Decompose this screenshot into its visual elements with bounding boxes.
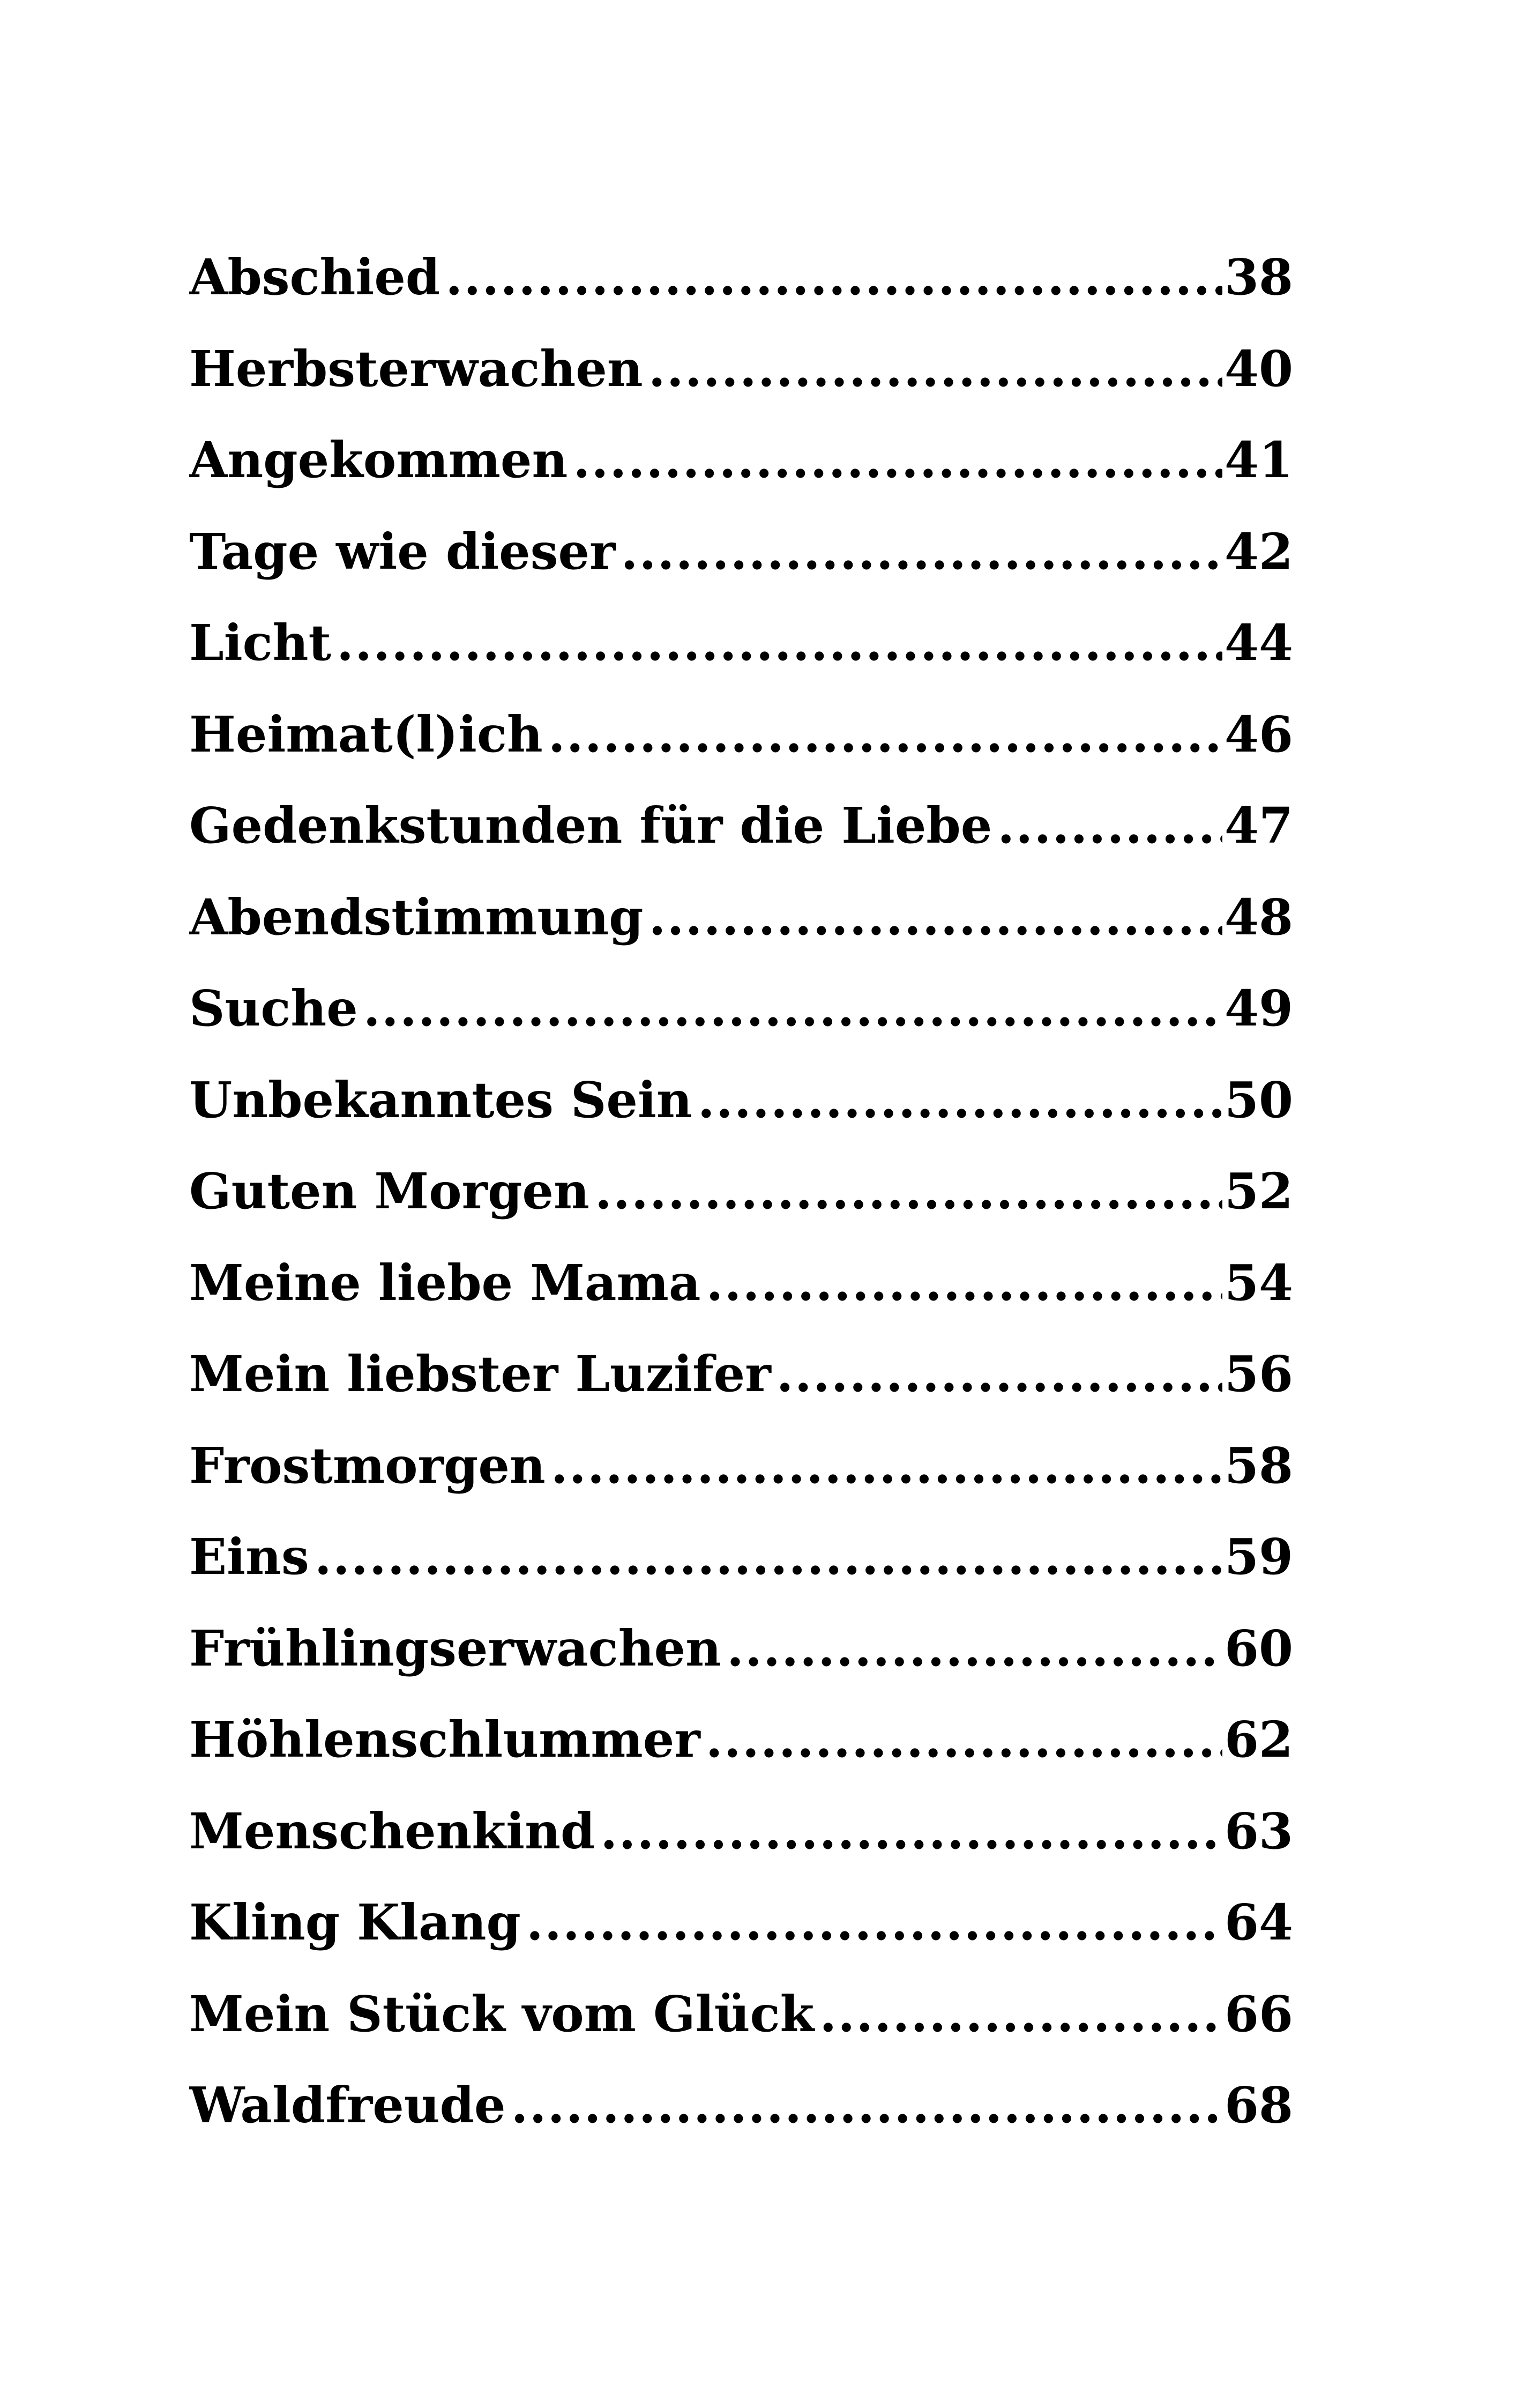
toc-entry-title: Suche (189, 979, 358, 1037)
toc-entry (189, 1968, 1293, 2060)
toc-entry (189, 414, 1293, 506)
toc-entry-page-number: 49 (1224, 979, 1293, 1037)
toc-dot-leader (698, 1054, 1222, 1146)
toc-entry-title: Meine liebe Mama (189, 1253, 701, 1312)
toc-dot-leader (363, 963, 1222, 1054)
toc-entry-title: Kling Klang (189, 1893, 521, 1951)
toc-dot-leader (573, 414, 1222, 506)
toc-entry (189, 2060, 1293, 2151)
toc-dot-leader (445, 232, 1222, 323)
toc-entry-page-number: 63 (1224, 1802, 1293, 1860)
toc-dot-leader (548, 689, 1222, 781)
toc-entry (189, 963, 1293, 1054)
toc-entry-title: Eins (189, 1528, 309, 1586)
toc-dot-leader (997, 780, 1222, 872)
toc-dot-leader (600, 1786, 1222, 1877)
toc-entry-title: Waldfreude (189, 2076, 506, 2134)
toc-entry-page-number: 46 (1224, 705, 1293, 763)
toc-dot-leader (706, 1237, 1222, 1329)
toc-entry-title: Frostmorgen (189, 1436, 546, 1495)
toc-entry-title: Gedenkstunden für die Liebe (189, 797, 992, 854)
toc-entry-page-number: 62 (1224, 1711, 1293, 1768)
toc-entry-title: Licht (189, 614, 332, 672)
toc-entry (189, 1694, 1293, 1786)
toc-entry-page-number: 38 (1224, 248, 1293, 306)
toc-entry (189, 1511, 1293, 1603)
toc-entry (189, 1786, 1293, 1877)
toc-entry-title: Menschenkind (189, 1802, 595, 1860)
toc-entry-page-number: 52 (1224, 1162, 1293, 1220)
toc-dot-leader (551, 1420, 1222, 1512)
toc-entry-page-number: 44 (1224, 614, 1293, 672)
toc-entry (189, 1054, 1293, 1146)
toc-entry-title: Abschied (189, 248, 441, 306)
toc-entry-title: Frühlingserwachen (189, 1619, 721, 1677)
toc-entry-title: Abendstimmung (189, 888, 644, 946)
toc-entry-title: Heimat(l)ich (189, 705, 543, 763)
toc-entry-page-number: 48 (1224, 888, 1293, 946)
toc-entry (189, 506, 1293, 598)
toc-dot-leader (727, 1603, 1222, 1694)
toc-entry (189, 323, 1293, 415)
toc-entry-page-number: 40 (1224, 339, 1293, 398)
toc-entry-page-number: 54 (1224, 1253, 1293, 1312)
toc-dot-leader (648, 323, 1222, 415)
toc-dot-leader (595, 1146, 1222, 1237)
toc-entry-title: Mein Stück vom Glück (189, 1985, 815, 2043)
toc-dot-leader (621, 506, 1222, 598)
toc-entry-title: Guten Morgen (189, 1162, 589, 1220)
toc-dot-leader (706, 1694, 1222, 1786)
toc-entry-page-number: 50 (1224, 1071, 1293, 1129)
toc-entry (189, 1603, 1293, 1694)
toc-entry-page-number: 68 (1224, 2076, 1293, 2134)
toc-entry-title: Mein liebster Luzifer (189, 1345, 771, 1403)
toc-entry (189, 872, 1293, 963)
toc-entry-page-number: 60 (1224, 1619, 1293, 1677)
toc-dot-leader (649, 872, 1222, 963)
toc-entry-page-number: 58 (1224, 1436, 1293, 1495)
toc-entry-page-number: 41 (1224, 431, 1293, 489)
toc-entry (189, 597, 1293, 689)
toc-dot-leader (337, 597, 1222, 689)
toc-entry-title: Angekommen (189, 431, 568, 489)
toc-dot-leader (526, 1877, 1222, 1968)
toc-dot-leader (511, 2060, 1222, 2151)
toc-entry (189, 1420, 1293, 1512)
toc-entry (189, 232, 1293, 323)
toc-entry (189, 1328, 1293, 1420)
toc-entry-page-number: 56 (1224, 1345, 1293, 1403)
toc-entry-title: Unbekanntes Sein (189, 1071, 692, 1129)
toc-entry-page-number: 59 (1224, 1528, 1293, 1586)
toc-dot-leader (315, 1511, 1222, 1603)
toc-entry-title: Herbsterwachen (189, 339, 643, 398)
table-of-contents (189, 232, 1293, 2151)
toc-entry-page-number: 64 (1224, 1893, 1293, 1951)
toc-entry (189, 780, 1293, 872)
toc-entry (189, 1877, 1293, 1968)
toc-dot-leader (777, 1328, 1222, 1420)
toc-dot-leader (819, 1968, 1222, 2060)
toc-entry-title: Höhlenschlummer (189, 1711, 700, 1768)
toc-entry-title: Tage wie dieser (189, 522, 616, 581)
toc-entry-page-number: 66 (1224, 1985, 1293, 2043)
toc-entry (189, 1237, 1293, 1329)
toc-entry (189, 1146, 1293, 1237)
toc-entry-page-number: 47 (1224, 797, 1293, 854)
toc-entry (189, 689, 1293, 781)
toc-entry-page-number: 42 (1224, 522, 1293, 581)
